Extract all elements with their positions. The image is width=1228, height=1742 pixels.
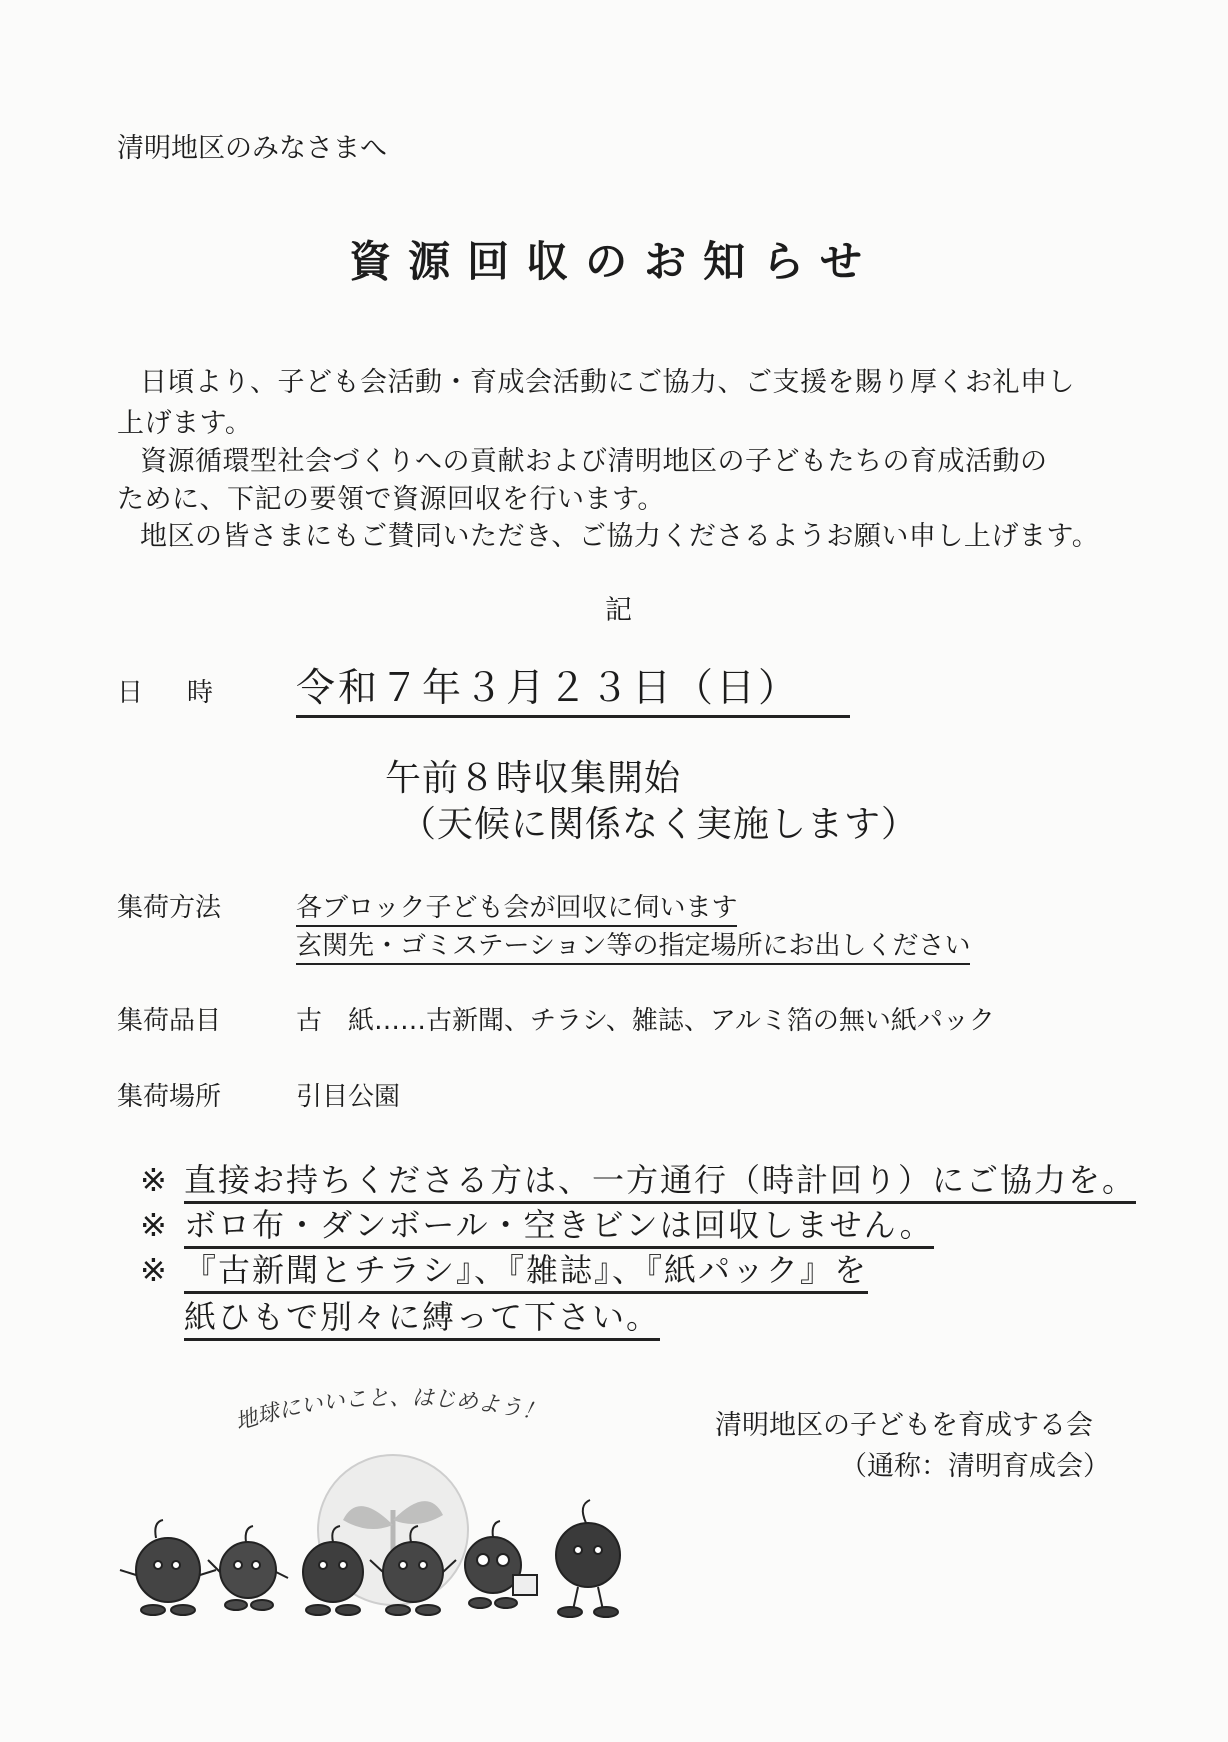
- mascot-6: [556, 1500, 620, 1617]
- method-label: 集荷方法: [117, 893, 222, 923]
- organization-name: 清明地区の子どもを育成する会: [715, 1410, 1093, 1441]
- mascot-5: [465, 1521, 537, 1608]
- notice-title: 資源回収のお知らせ: [349, 237, 879, 286]
- mascot-2: [208, 1526, 288, 1610]
- intro-line-2: 上げます。: [117, 408, 253, 439]
- organization-alias: （通称：清明育成会）: [840, 1451, 1110, 1482]
- start-time: 午前８時収集開始: [385, 758, 682, 799]
- place-label: 集荷場所: [117, 1082, 222, 1112]
- note-3-line-1: ※ 『古新聞とチラシ』、『雑誌』、『紙パック』を: [140, 1245, 868, 1291]
- addressee: 清明地区のみなさまへ: [117, 133, 387, 164]
- note-mark: ※: [140, 1161, 169, 1199]
- schedule-label: 日時: [117, 678, 258, 708]
- ki-mark: 記: [605, 595, 632, 626]
- event-date: 令和７年３月２３日（日）: [296, 657, 850, 718]
- weather-note: （天候に関係なく実施します）: [400, 804, 919, 845]
- note-2: ※ ボロ布・ダンボール・空きビンは回収しません。: [140, 1200, 934, 1246]
- mascot-illustration: [108, 1360, 668, 1660]
- method-line-2: 玄関先・ゴミステーション等の指定場所にお出しください: [296, 925, 970, 962]
- place-value: 引目公園: [296, 1082, 401, 1112]
- intro-line-5: 地区の皆さまにもご賛同いただき、ご協力くださるようお願い申し上げます。: [140, 521, 1100, 552]
- items-value: 古 紙……古新聞、チラシ、雑誌、アルミ箔の無い紙パック: [296, 1006, 995, 1036]
- mascot-slogan: 地球にいいこと、はじめよう！: [232, 1385, 547, 1436]
- note-mark: ※: [140, 1251, 169, 1289]
- note-mark: ※: [140, 1206, 169, 1244]
- note-3-line-2: 紙ひもで別々に縛って下さい。: [140, 1292, 660, 1338]
- note-1: ※ 直接お持ちくださる方は、一方通行（時計回り）にご協力を。: [140, 1155, 1136, 1201]
- intro-line-4: ために、下記の要領で資源回収を行います。: [117, 484, 665, 515]
- intro-line-3: 資源循環型社会づくりへの貢献および清明地区の子どもたちの育成活動の: [140, 446, 1048, 477]
- mascot-1: [120, 1520, 216, 1615]
- method-line-1: 各ブロック子ども会が回収に伺います: [296, 887, 737, 924]
- intro-line-1: 日頃より、子ども会活動・育成会活動にご協力、ご支援を賜り厚くお礼申し: [140, 367, 1075, 398]
- items-label: 集荷品目: [117, 1006, 222, 1036]
